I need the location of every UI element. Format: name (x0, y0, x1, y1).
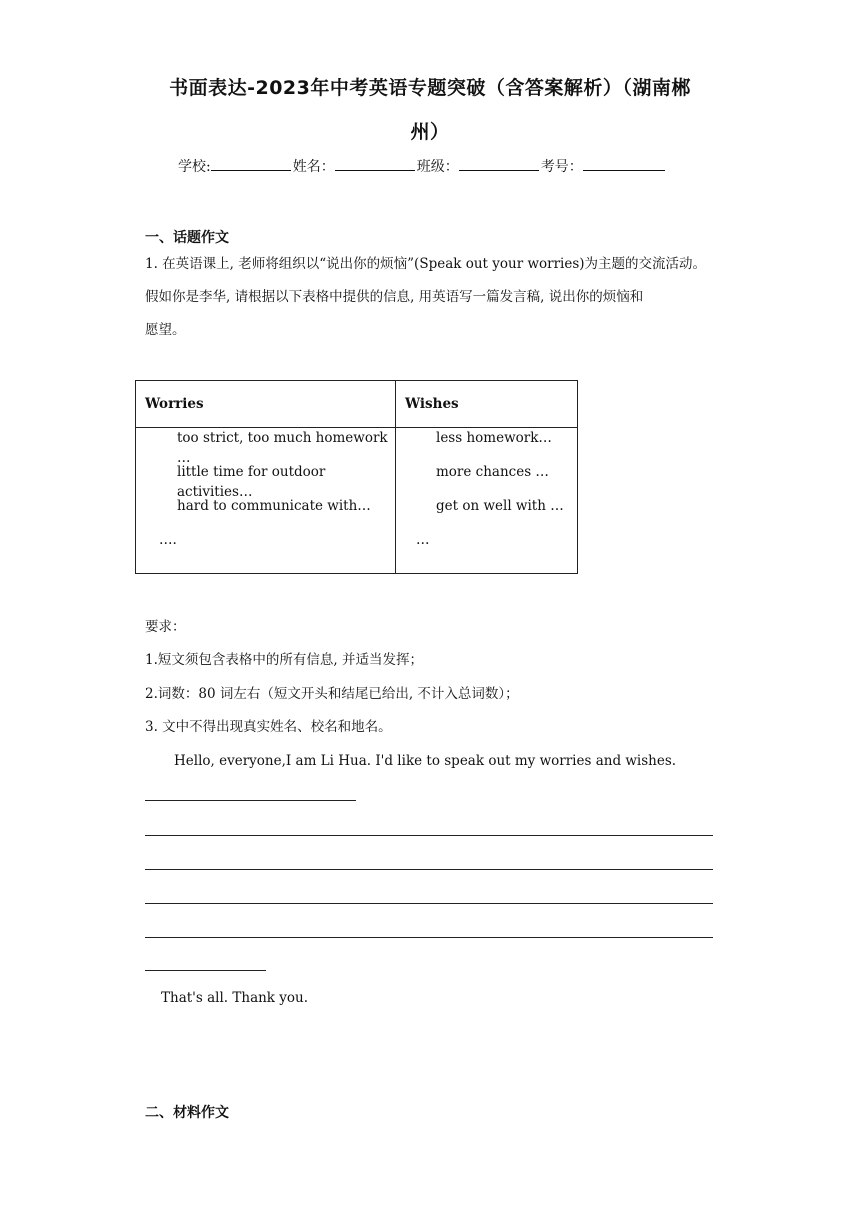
name-blank[interactable] (335, 158, 415, 171)
worries-cell (136, 428, 396, 574)
student-info-row (178, 158, 667, 176)
requirement-3: 3. 文中不得出现真实姓名、校名和地名。 (145, 719, 392, 735)
wish-item: get on well with … (436, 498, 564, 514)
wish-item: … (416, 532, 430, 548)
class-blank[interactable] (459, 158, 539, 171)
worry-item: little time for outdoor activities… (177, 464, 326, 500)
wishes-cell (396, 428, 578, 574)
essay-opening: Hello, everyone,I am Li Hua. I'd like to speak out my worries and wishes. (174, 753, 677, 769)
wish-item: more chances … (436, 464, 549, 480)
worry-item: too strict, too much homework … (177, 430, 388, 466)
answer-line[interactable] (145, 937, 713, 938)
exam-no-label: 考号： (540, 159, 583, 175)
school-label: 学校: (178, 159, 211, 175)
question-1-line-3: 愿望。 (145, 322, 186, 338)
table-body-row (136, 428, 578, 574)
answer-line[interactable] (145, 970, 266, 971)
document-title-line-2: 州） (410, 121, 450, 143)
section-1-heading: 一、话题作文 (145, 230, 229, 246)
table-header-row (136, 381, 578, 428)
worry-item: …. (159, 532, 177, 548)
question-1-line-2: 假如你是李华, 请根据以下表格中提供的信息, 用英语写一篇发言稿, 说出你的烦恼和 (145, 289, 644, 305)
worries-wishes-table (135, 380, 578, 574)
class-label: 班级： (416, 159, 459, 175)
question-1-line-1: 1. 在英语课上, 老师将组织以“说出你的烦恼”(Speak out your worries)为主题的交流活动。 (145, 256, 707, 272)
answer-line[interactable] (145, 869, 713, 870)
section-2-heading: 二、材料作文 (145, 1105, 229, 1121)
essay-closing: That's all. Thank you. (161, 990, 309, 1006)
worries-header: Worries (136, 381, 396, 428)
requirements-heading: 要求： (145, 619, 186, 635)
document-title-line-1: 书面表达-2023年中考英语专题突破（含答案解析）（湖南郴 (169, 77, 691, 99)
exam-no-blank[interactable] (583, 158, 665, 171)
worry-item: hard to communicate with… (177, 498, 371, 514)
requirement-1: 1.短文须包含表格中的所有信息, 并适当发挥； (145, 652, 423, 668)
name-label: 姓名： (292, 159, 335, 175)
wishes-header: Wishes (396, 381, 578, 428)
answer-line[interactable] (145, 903, 713, 904)
answer-line[interactable] (145, 800, 356, 801)
answer-line[interactable] (145, 835, 713, 836)
requirement-2: 2.词数：80 词左右（短文开头和结尾已给出, 不计入总词数）； (145, 686, 519, 702)
school-blank[interactable] (211, 158, 291, 171)
wish-item: less homework… (436, 430, 552, 446)
